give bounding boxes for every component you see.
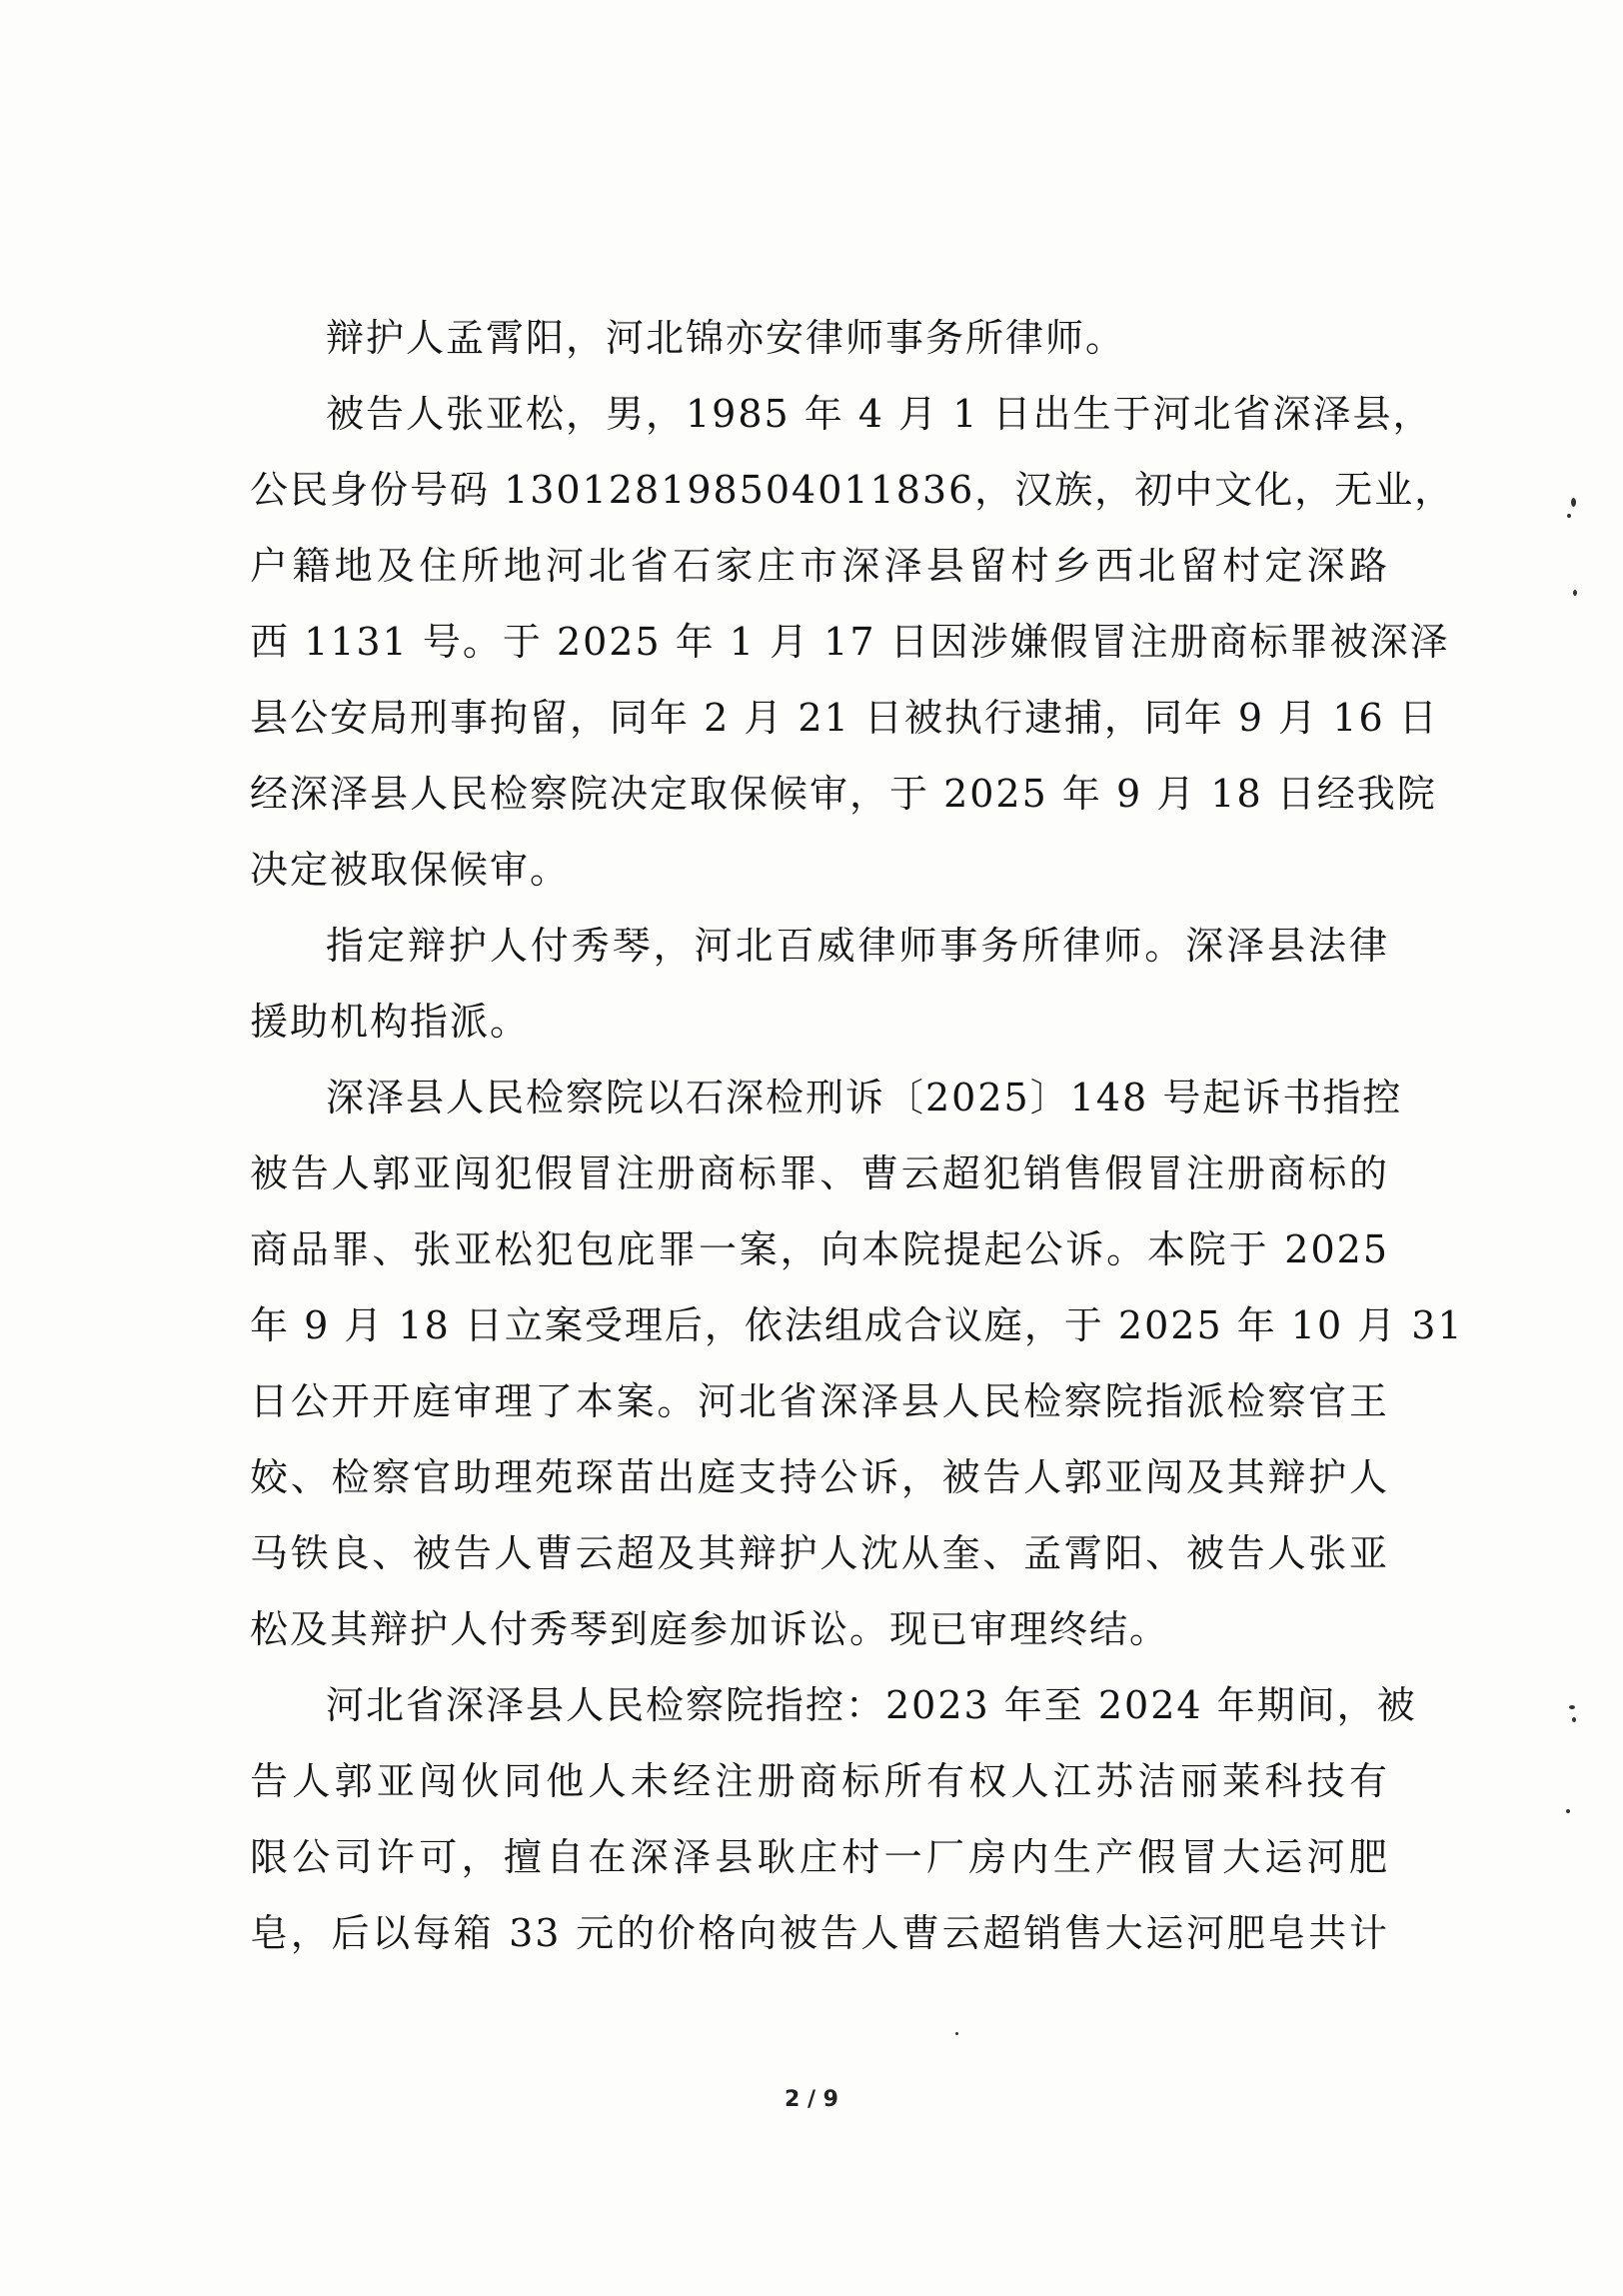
text-line: 限公司许可，擅自在深泽县耿庄村一厂房内生产假冒大运河肥 [250,1835,1389,1879]
text-line: 公民身份号码 130128198504011836，汉族，初中文化，无业， [250,468,1455,512]
text-line: 河北省深泽县人民检察院指控：2023 年至 2024 年期间，被 [326,1683,1417,1727]
text-line: 指定辩护人付秀琴，河北百威律师事务所律师。深泽县法律 [326,924,1389,968]
text-line: 松及其辩护人付秀琴到庭参加诉讼。现已审理终结。 [250,1607,1170,1651]
text-line: 姣、检察官助理苑琛苗出庭支持公诉，被告人郭亚闯及其辩护人 [250,1455,1389,1499]
text-line: 被告人郭亚闯犯假冒注册商标罪、曹云超犯销售假冒注册商标的 [250,1151,1389,1195]
text-line: 决定被取保候审。 [250,848,571,892]
scan-speck [1569,1705,1575,1709]
text-line: 被告人张亚松，男，1985 年 4 月 1 日出生于河北省深泽县， [326,392,1433,436]
scan-speck [1572,1717,1576,1722]
text-line: 县公安局刑事拘留，同年 2 月 21 日被执行逮捕，同年 9 月 16 日 [250,696,1439,740]
text-line: 辩护人孟霄阳，河北锦亦安律师事务所律师。 [326,316,1126,360]
text-line: 年 9 月 18 日立案受理后，依法组成合议庭，于 2025 年 10 月 31 [250,1303,1464,1347]
scan-speck [1571,498,1576,507]
scan-speck [1573,590,1577,596]
text-line: 户籍地及住所地河北省石家庄市深泽县留村乡西北留村定深路 [250,544,1389,588]
text-line: 皂，后以每箱 33 元的价格向被告人曹云超销售大运河肥皂共计 [250,1911,1389,1955]
text-line: 马铁良、被告人曹云超及其辩护人沈从奎、孟霄阳、被告人张亚 [250,1531,1389,1575]
paragraph-defendant-zhang [250,376,1455,908]
paragraph-prosecution-charges [250,1667,1417,1971]
text-line: 告人郭亚闯伙同他人未经注册商标所有权人江苏洁丽莱科技有 [250,1759,1389,1803]
scan-speck [1567,514,1571,518]
text-line: 经深泽县人民检察院决定取保候审，于 2025 年 9 月 18 日经我院 [250,772,1437,816]
scan-speck [1566,1809,1570,1813]
text-line: 深泽县人民检察院以石深检刑诉〔2025〕148 号起诉书指控 [326,1076,1403,1120]
document-body [250,300,1464,1971]
text-line: 援助机构指派。 [250,1000,531,1044]
text-line: 商品罪、张亚松犯包庇罪一案，向本院提起公诉。本院于 2025 [250,1227,1389,1271]
page-number: 2 / 9 [785,2087,838,2112]
paragraph-prosecution-filing [250,1060,1464,1667]
paragraph-appointed-defender [250,908,1389,1060]
text-line: 西 1131 号。于 2025 年 1 月 17 日因涉嫌假冒注册商标罪被深泽 [250,620,1450,664]
scan-speck [955,2032,958,2035]
text-line: 日公开开庭审理了本案。河北省深泽县人民检察院指派检察官王 [250,1379,1389,1423]
paragraph-defender-meng [250,300,1389,376]
